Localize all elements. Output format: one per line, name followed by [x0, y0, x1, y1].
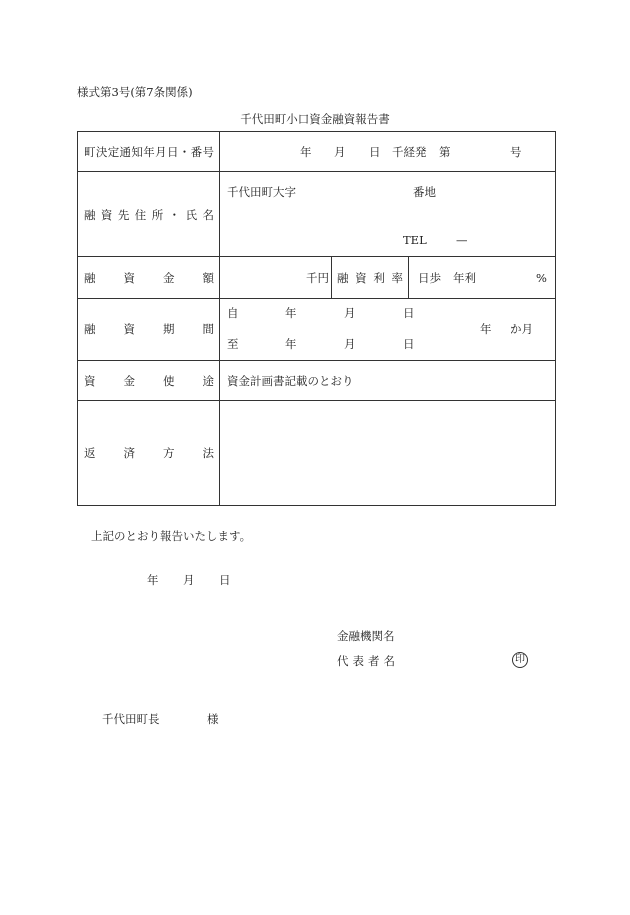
period-to-year: 年 [285, 337, 297, 351]
rate-label: 融資利率 [337, 271, 403, 285]
date-day: 日 [219, 573, 231, 587]
amount-label: 融資金額 [84, 271, 214, 285]
period-from-day: 日 [403, 306, 415, 320]
document-title: 千代田町小口資金融資報告書 [240, 112, 390, 126]
period-label: 融資期間 [84, 322, 214, 336]
rate-label-divider [408, 256, 409, 298]
row-divider [78, 360, 555, 361]
notice-day: 日 [369, 145, 381, 159]
representative-label: 代表者名 [337, 654, 395, 668]
rate-percent: % [536, 271, 547, 285]
period-from-month: 月 [344, 306, 356, 320]
notice-year: 年 [300, 145, 312, 159]
borrower-tel-dash: — [456, 233, 468, 247]
notice-dai: 第 [439, 145, 451, 159]
institution-label: 金融機関名 [337, 629, 395, 643]
date-year: 年 [147, 573, 159, 587]
report-form-table [77, 131, 556, 506]
borrower-address: 千代田町大字 [227, 185, 296, 199]
period-to: 至 [227, 337, 239, 351]
period-from: 自 [227, 306, 239, 320]
addressee-name: 千代田町長 [102, 712, 160, 726]
form-reference: 様式第3号(第7条関係) [77, 85, 193, 99]
amount-unit: 千円 [306, 271, 329, 285]
row-divider [78, 256, 555, 257]
row-divider [78, 400, 555, 401]
period-to-day: 日 [403, 337, 415, 351]
usage-value: 資金計画書記載のとおり [227, 374, 354, 388]
notice-prefix: 千経発 [392, 145, 427, 159]
repayment-label: 返済方法 [84, 446, 214, 460]
borrower-banchi: 番地 [413, 185, 436, 199]
borrower-tel-label: TEL [403, 233, 427, 247]
seal-mark: 印 [512, 652, 528, 668]
notice-go: 号 [510, 145, 522, 159]
period-years-label: 年 [480, 322, 492, 336]
date-month: 月 [183, 573, 195, 587]
label-column-divider [219, 132, 220, 505]
usage-label: 資金使途 [84, 374, 214, 388]
row-divider [78, 298, 555, 299]
report-statement: 上記のとおり報告いたします。 [91, 529, 252, 543]
row-divider [78, 171, 555, 172]
period-months-label: か月 [510, 322, 533, 336]
period-from-year: 年 [285, 306, 297, 320]
rate-annual: 年利 [453, 271, 476, 285]
addressee-honorific: 様 [207, 712, 219, 726]
period-to-month: 月 [344, 337, 356, 351]
rate-daily: 日歩 [418, 271, 441, 285]
notice-month: 月 [334, 145, 346, 159]
notice-label: 町決定通知年月日・番号 [84, 145, 214, 159]
amount-rate-divider [331, 256, 332, 298]
borrower-label: 融資先住所・氏名 [84, 208, 214, 222]
